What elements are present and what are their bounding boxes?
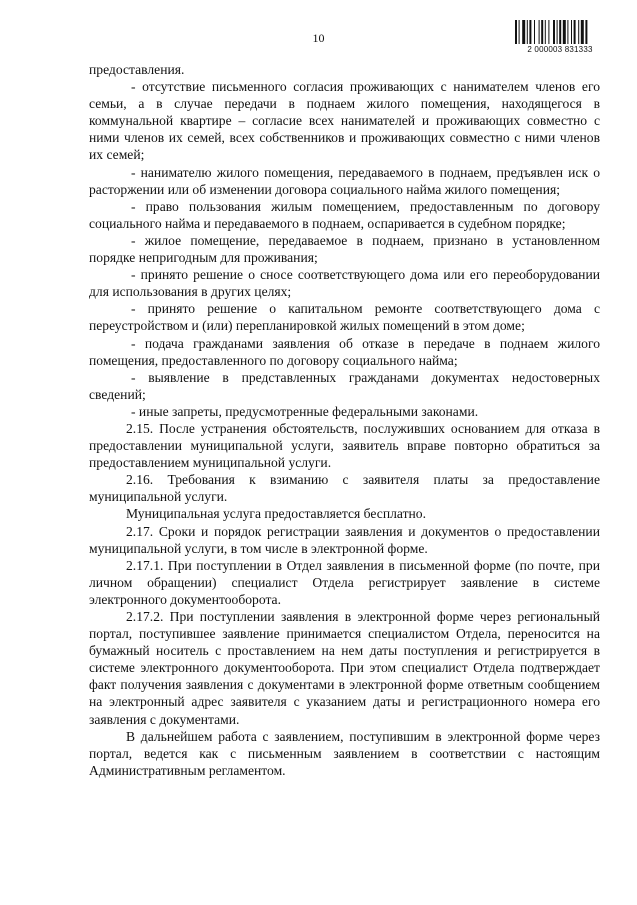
list-item: - право пользования жилым помещением, предоставленным по договору социального найма и передаваемого в поднаем, оспаривается в судебном порядке; bbox=[89, 198, 600, 231]
paragraph: предоставления. bbox=[89, 62, 185, 77]
list-item: - нанимателю жилого помещения, передаваемого в поднаем, предъявлен иск о расторжении или об изменении договора социального найма жилого помещения; bbox=[89, 164, 600, 197]
list-item: - иные запреты, предусмотренные федеральными законами. bbox=[131, 403, 479, 419]
barcode bbox=[515, 20, 605, 54]
list-item: - отсутствие письменного согласия проживающих с нанимателем членов его семьи, а в случае передачи в поднаем жилого помещения, находящегося в коммунальной квартире – согласие всех нанимателей и проживающих совместно с ними членов их семей, всех собственников и проживающих совместно с ними членов их семей; bbox=[89, 79, 600, 163]
page-number: 10 bbox=[312, 31, 325, 45]
list-item: - жилое помещение, передаваемое в поднаем, признано в установленном порядке непригодным для проживания; bbox=[89, 232, 600, 266]
section-2-17: 2.17. Сроки и порядок регистрации заявления и документов о предоставлении муниципальной услуги, в том числе в электронной форме. bbox=[89, 523, 600, 556]
section-2-17-1: 2.17.1. При поступлении в Отдел заявления в письменной форме (по почте, при личном обращении) специалист Отдела регистрирует заявление в системе электронного документооборота. bbox=[89, 557, 600, 607]
section-2-16: 2.16. Требования к взиманию с заявителя платы за предоставление муниципальной услуги. bbox=[89, 472, 600, 505]
document-body bbox=[89, 61, 600, 779]
list-item: - принято решение о сносе соответствующего дома или его переоборудовании для использования в других целях; bbox=[89, 267, 600, 300]
paragraph: В дальнейшем работа с заявлением, поступившим в электронной форме через портал, ведется как с письменным заявлением в соответствии с настоящим Административным регламентом. bbox=[89, 728, 600, 778]
barcode-icon bbox=[515, 20, 605, 44]
barcode-number: 2 000003 831333 bbox=[527, 45, 593, 54]
list-item: - выявление в представленных гражданами документах недостоверных сведений; bbox=[89, 369, 600, 402]
paragraph: Муниципальная услуга предоставляется бесплатно. bbox=[126, 506, 426, 522]
list-item: - принято решение о капитальном ремонте соответствующего дома с переустройством и (или) перепланировкой жилых помещений в этом доме; bbox=[89, 301, 600, 334]
list-item: - подача гражданами заявления об отказе в передаче в поднаем жилого помещения, предоставленного по договору социального найма; bbox=[89, 335, 600, 368]
section-2-15: 2.15. После устранения обстоятельств, послуживших основанием для отказа в предоставлении муниципальной услуги, заявитель вправе повторно обратиться за предоставлением муниципальной услуги. bbox=[89, 420, 600, 471]
section-2-17-2: 2.17.2. При поступлении заявления в электронной форме через региональный портал, поступившее заявление принимается специалистом Отдела, переносится на бумажный носитель с проставлением на нем даты поступления и регистрируется в системе электронного документооборота. При этом специалист Отдела подтверждает факт получения заявления с документами в электронной форме ответным сообщением на электронный адрес заявителя с указанием даты и регистрационного номера его заявления с документами. bbox=[89, 609, 600, 727]
